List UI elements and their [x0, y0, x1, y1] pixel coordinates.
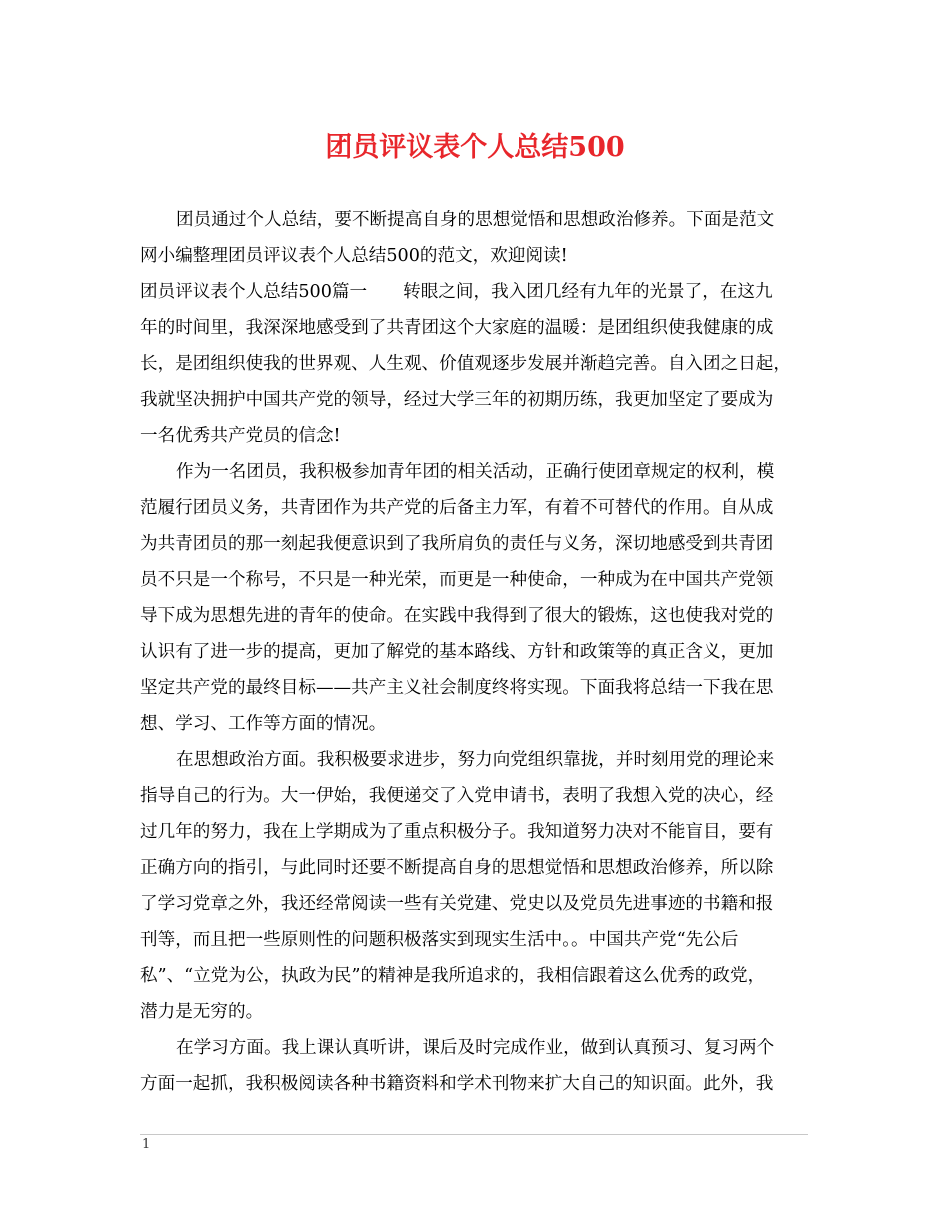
body-line: 一名优秀共产党员的信念! — [140, 426, 341, 446]
body-line: 认识有了进一步的提高，更加了解党的基本路线、方针和政策等的真正含义，更加 — [140, 642, 774, 662]
footer-divider — [140, 1134, 808, 1135]
body-line-with-heading — [140, 274, 820, 310]
body-line: 潜力是无穷的。 — [140, 1002, 264, 1022]
body-line: 为共青团员的那一刻起我便意识到了我所肩负的责任与义务，深切地感受到共青团 — [140, 534, 774, 554]
body-line: 刊等，而且把一些原则性的问题积极落实到现实生活中。。中国共产党“先公后 — [140, 930, 739, 950]
body-line: 作为一名团员，我积极参加青年团的相关活动，正确行使团章规定的权利，模 — [176, 462, 775, 482]
body-line: 私”、“立党为公，执政为民”的精神是我所追求的，我相信跟着这么优秀的政党， — [140, 966, 766, 986]
body-line: 员不只是一个称号，不只是一种光荣，而更是一种使命，一种成为在中国共产党领 — [140, 570, 774, 590]
body-line: 范履行团员义务，共青团作为共产党的后备主力军，有着不可替代的作用。自从成 — [140, 498, 774, 518]
body-line: 团员通过个人总结，要不断提高自身的思想觉悟和思想政治修养。下面是范文 — [176, 210, 775, 230]
body-line: 过几年的努力，我在上学期成为了重点积极分子。我知道努力决对不能盲目，要有 — [140, 822, 774, 842]
body-text: 转眼之间，我入团几经有九年的光景了，在这九 — [403, 282, 773, 302]
body-line: 年的时间里，我深深地感受到了共青团这个大家庭的温暖：是团组织使我健康的成 — [140, 318, 774, 338]
page-number: 1 — [142, 1137, 151, 1152]
body-line: 方面一起抓，我积极阅读各种书籍资料和学术刊物来扩大自己的知识面。此外，我 — [140, 1074, 774, 1094]
document-title: 团员评议表个人总结500 — [325, 132, 625, 163]
body-line: 我就坚决拥护中国共产党的领导，经过大学三年的初期历练，我更加坚定了要成为 — [140, 390, 774, 410]
body-line: 了学习党章之外，我还经常阅读一些有关党建、党史以及党员先进事迹的书籍和报 — [140, 894, 774, 914]
body-line: 指导自己的行为。大一伊始，我便递交了入党申请书，表明了我想入党的决心，经 — [140, 786, 774, 806]
body-line: 坚定共产党的最终目标——共产主义社会制度终将实现。下面我将总结一下我在思 — [140, 678, 774, 698]
body-line: 正确方向的指引，与此同时还要不断提高自身的思想觉悟和思想政治修养，所以除 — [140, 858, 774, 878]
body-line: 网小编整理团员评议表个人总结500的范文，欢迎阅读! — [140, 246, 568, 266]
body-line: 想、学习、工作等方面的情况。 — [140, 714, 387, 734]
body-line: 在思想政治方面。我积极要求进步，努力向党组织靠拢，并时刻用党的理论来 — [176, 750, 775, 770]
body-line: 导下成为思想先进的青年的使命。在实践中我得到了很大的锻炼，这也使我对党的 — [140, 606, 774, 626]
body-line: 在学习方面。我上课认真听讲，课后及时完成作业，做到认真预习、复习两个 — [176, 1038, 775, 1058]
section-heading: 团员评议表个人总结500篇一 — [140, 282, 368, 302]
body-line: 长，是团组织使我的世界观、人生观、价值观逐步发展并渐趋完善。自入团之日起， — [140, 354, 791, 374]
document-body — [140, 202, 820, 1102]
